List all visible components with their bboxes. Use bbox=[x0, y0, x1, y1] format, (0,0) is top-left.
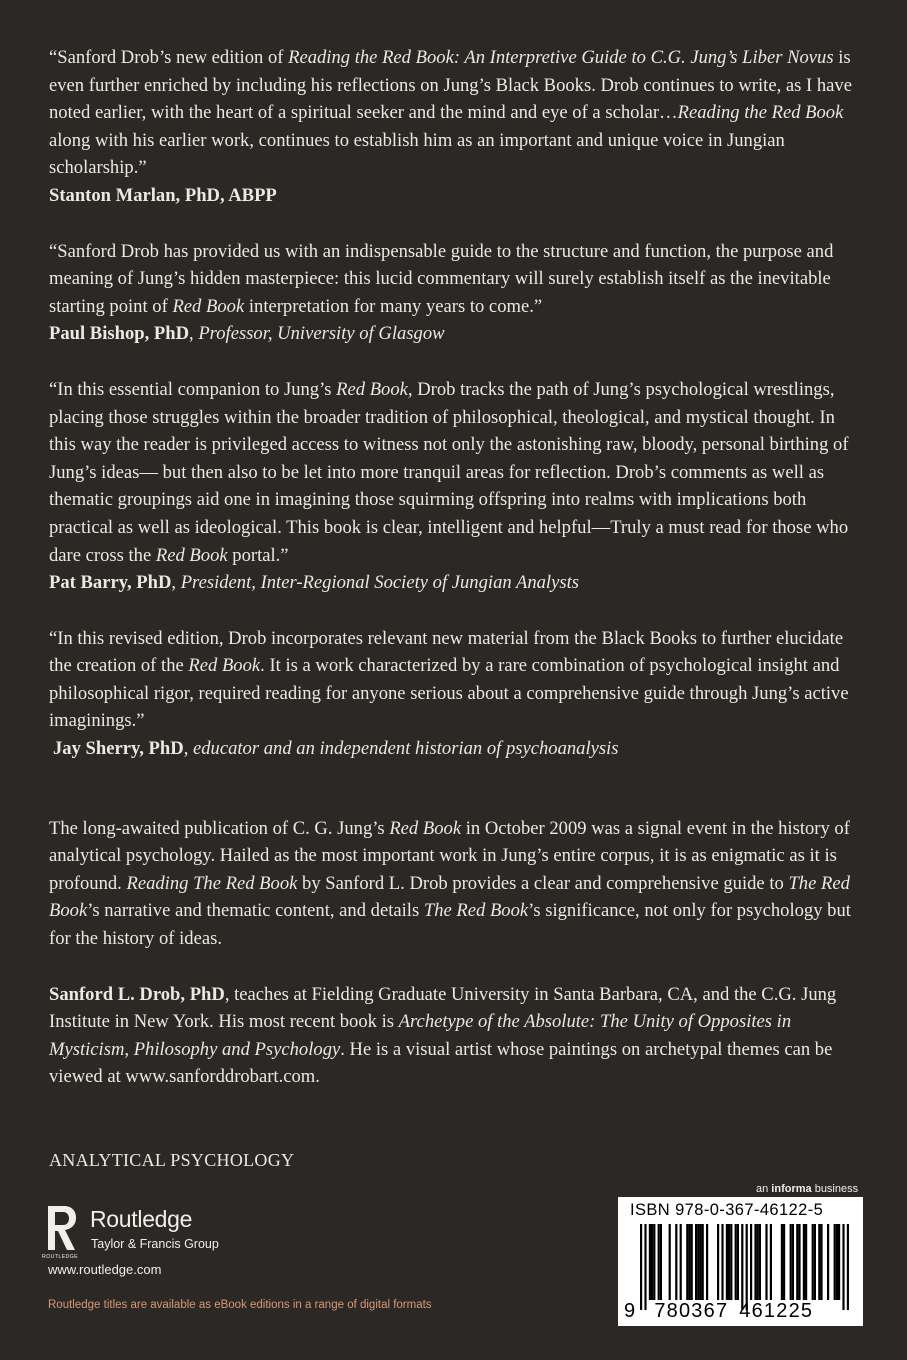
barcode-bar bbox=[651, 1224, 653, 1300]
barcode-bar bbox=[669, 1224, 671, 1300]
italic-text: The Red Book bbox=[49, 872, 850, 922]
barcode-bar bbox=[649, 1224, 651, 1300]
isbn-label: ISBN 978-0-367-46122-5 bbox=[630, 1201, 824, 1219]
text-run: along with his earlier work, continues to establish him as an important and unique voice in Jungian scholarship.” bbox=[49, 129, 785, 179]
italic-text: Red Book bbox=[155, 544, 228, 566]
quote-attribution bbox=[49, 182, 864, 210]
quote-attribution: Jay Sherry, PhD, educator and an independent historian of psychoanalysis bbox=[53, 738, 619, 760]
endorser-role: President, Inter-Regional Society of Jungian Analysts bbox=[180, 572, 579, 594]
barcode-bar bbox=[754, 1224, 756, 1300]
barcode-bar bbox=[750, 1224, 752, 1300]
barcode-bar bbox=[741, 1224, 743, 1310]
routledge-mark-text: ROUTLEDGE bbox=[42, 1254, 78, 1260]
text-run: “In this essential companion to Jung’s bbox=[49, 378, 337, 400]
text-run: , teaches at Fielding Graduate University in Santa Barbara, CA, and the C.G. Jung Institute in New York. His most recent book is bbox=[49, 983, 837, 1033]
publisher-url[interactable]: www.routledge.com bbox=[48, 1262, 162, 1277]
barcode-bar bbox=[781, 1224, 783, 1300]
endorser-name: Paul Bishop, PhD bbox=[49, 323, 190, 345]
barcode-bar bbox=[691, 1224, 693, 1300]
barcode-bar bbox=[717, 1224, 719, 1300]
barcode-bar bbox=[842, 1224, 844, 1310]
quote-attribution: Paul Bishop, PhD, Professor, University of Glasgow bbox=[49, 323, 445, 345]
italic-text: Red Book, bbox=[336, 378, 413, 400]
barcode-bar bbox=[746, 1224, 748, 1310]
barcode-bar bbox=[847, 1224, 849, 1310]
barcode-bar bbox=[796, 1224, 798, 1300]
barcode-bar bbox=[644, 1224, 646, 1310]
endorsement-quote bbox=[49, 44, 864, 210]
endorser-name: Jay Sherry, PhD bbox=[53, 738, 184, 760]
barcode-bar bbox=[640, 1224, 642, 1310]
barcode-bar bbox=[730, 1224, 732, 1300]
barcode-bar bbox=[737, 1224, 739, 1300]
barcode-bar bbox=[728, 1224, 730, 1300]
barcode-bar bbox=[695, 1224, 697, 1300]
text-run: The long-awaited publication of C. G. Jung’s bbox=[49, 817, 390, 839]
endorsement-quote bbox=[49, 376, 864, 597]
barcode-bar bbox=[721, 1224, 723, 1300]
barcode-bar bbox=[726, 1224, 728, 1300]
text-run: “Sanford Drob’s new edition of bbox=[49, 47, 289, 68]
barcode-bar bbox=[675, 1224, 677, 1300]
ebook-note: Routledge titles are available as eBook editions in a range of digital formats bbox=[48, 1299, 432, 1311]
barcode-bar bbox=[820, 1224, 822, 1300]
italic-text: Red Book bbox=[389, 817, 462, 839]
barcode-bar bbox=[803, 1224, 805, 1300]
informa-label: an informa business bbox=[756, 1183, 859, 1195]
text-run: is even further enriched by including his reflections on Jung’s Black Books. Drob continues to write, as I have noted earlier, with the heart of a spiritual seeker and the mind and eye of a scholar… bbox=[49, 47, 852, 124]
text-run: “Sanford Drob has provided us with an indispensable guide to the structure and function, the purpose and meaning of Jung’s hidden masterpiece: this lucid commentary will surely establish itself as the inevitable starting point of bbox=[49, 240, 834, 317]
barcode-bar bbox=[765, 1224, 767, 1300]
italic-text: Reading the Red Book bbox=[677, 102, 844, 124]
endorsement-quote bbox=[49, 625, 864, 763]
quote-text bbox=[49, 44, 864, 182]
italic-text: Reading the Red Book: An Interpretive Guide to C.G. Jung’s Liber Novus bbox=[288, 47, 834, 68]
text-run: Drob tracks the path of Jung’s psychological wrestlings, placing those struggles within the broader tradition of philosophical, theological, and mystical thought. In this way the reader is privileged access to witness not only the astonishing raw, bloody, personal birthing of Jung’s ideas— but then also to be let into more tranquil areas for reflection. Drob’s comments as well as thematic groupings aid one in imagining those squirming offspring into realms with implications both practical as well as ideological. This book is clear, intelligent and helpful—Truly a must read for those who dare cross the bbox=[49, 378, 849, 566]
barcode-bar bbox=[838, 1224, 840, 1300]
text-run: ’s significance, not only for psychology but for the history of ideas. bbox=[49, 900, 851, 950]
barcode-bar bbox=[783, 1224, 785, 1300]
barcode-bar bbox=[836, 1224, 838, 1300]
barcode-digits: 9 780367 461225 bbox=[624, 1300, 814, 1322]
text-run: portal.” bbox=[227, 544, 289, 566]
barcode-bar bbox=[792, 1224, 794, 1300]
author-bio-paragraph bbox=[49, 981, 864, 1091]
text-run: by Sanford L. Drob provides a clear and comprehensive guide to bbox=[297, 872, 789, 894]
quote-text bbox=[49, 625, 864, 735]
text-run: . It is a work characterized by a rare combination of psychological insight and philosophical rigor, required reading for anyone serious about a comprehensive guide through Jung’s active imaginings.” bbox=[49, 655, 849, 732]
routledge-r-icon bbox=[40, 1202, 80, 1260]
quote-text bbox=[49, 376, 864, 569]
barcode-bar bbox=[697, 1224, 699, 1300]
publisher-group: Taylor & Francis Group bbox=[91, 1237, 219, 1251]
italic-text: Red Book bbox=[188, 655, 261, 677]
barcode-bar bbox=[818, 1224, 820, 1300]
barcode-bar bbox=[686, 1224, 688, 1300]
barcode-bar bbox=[660, 1224, 662, 1300]
barcode-bar bbox=[798, 1224, 800, 1300]
barcode-bar bbox=[706, 1224, 708, 1300]
barcode-bar bbox=[702, 1224, 704, 1300]
barcode-bar bbox=[812, 1224, 814, 1300]
barcode-bar bbox=[827, 1224, 829, 1300]
subject-category: ANALYTICAL PSYCHOLOGY bbox=[49, 1150, 295, 1170]
endorser-role: Professor, University of Glasgow bbox=[198, 323, 445, 345]
text-run: . He is a visual artist whose paintings on archetypal themes can be viewed at www.sanforddrobart.com. bbox=[49, 1038, 833, 1088]
barcode-bar bbox=[770, 1224, 772, 1300]
author-name: Sanford L. Drob, PhD bbox=[49, 983, 225, 1005]
italic-text: Reading The Red Book bbox=[126, 872, 298, 894]
barcode-bar bbox=[759, 1224, 761, 1300]
barcode-bar bbox=[805, 1224, 807, 1300]
barcode-bar bbox=[699, 1224, 701, 1300]
endorser-name: Stanton Marlan, PhD, ABPP bbox=[49, 184, 277, 206]
isbn-barcode bbox=[618, 1197, 863, 1326]
text-run: interpretation for many years to come.” bbox=[244, 295, 543, 317]
italic-text: The Red Book bbox=[423, 900, 529, 922]
text-run: “In this revised edition, Drob incorporates relevant new material from the Black Books to further elucidate the creation of the bbox=[49, 627, 844, 677]
endorser-name: Pat Barry, PhD bbox=[49, 572, 172, 594]
barcode-bar bbox=[814, 1224, 816, 1300]
barcode-bar bbox=[735, 1224, 737, 1300]
description-paragraph bbox=[49, 815, 864, 953]
back-cover-text bbox=[49, 44, 864, 1091]
book-description bbox=[49, 815, 864, 953]
barcode-bar bbox=[790, 1224, 792, 1300]
quote-text bbox=[49, 238, 864, 321]
barcode-bar bbox=[757, 1224, 759, 1300]
barcode-bar bbox=[653, 1224, 655, 1300]
endorser-role: educator and an independent historian of psychoanalysis bbox=[192, 738, 619, 760]
publisher-name: Routledge bbox=[90, 1206, 193, 1232]
endorsements bbox=[49, 44, 864, 763]
barcode-bar bbox=[658, 1224, 660, 1300]
text-run: in October 2009 was a signal event in the history of analytical psychology. Hailed as the most important work in Jung’s entire corpus, it is as enigmatic as it is profound. bbox=[49, 817, 850, 894]
barcode-bar bbox=[834, 1224, 836, 1300]
routledge-logo bbox=[40, 1202, 240, 1262]
quote-attribution: Pat Barry, PhD, President, Inter-Regional Society of Jungian Analysts bbox=[49, 572, 579, 594]
italic-text: Archetype of the Absolute: The Unity of Opposites in Mysticism, Philosophy and Psychology bbox=[49, 1011, 792, 1060]
text-run: ’s narrative and thematic content, and details bbox=[87, 900, 424, 922]
endorsement-quote bbox=[49, 238, 864, 348]
barcode-bar bbox=[688, 1224, 690, 1300]
italic-text: Red Book bbox=[172, 295, 245, 317]
author-bio bbox=[49, 981, 864, 1091]
barcode-bar bbox=[680, 1224, 682, 1300]
